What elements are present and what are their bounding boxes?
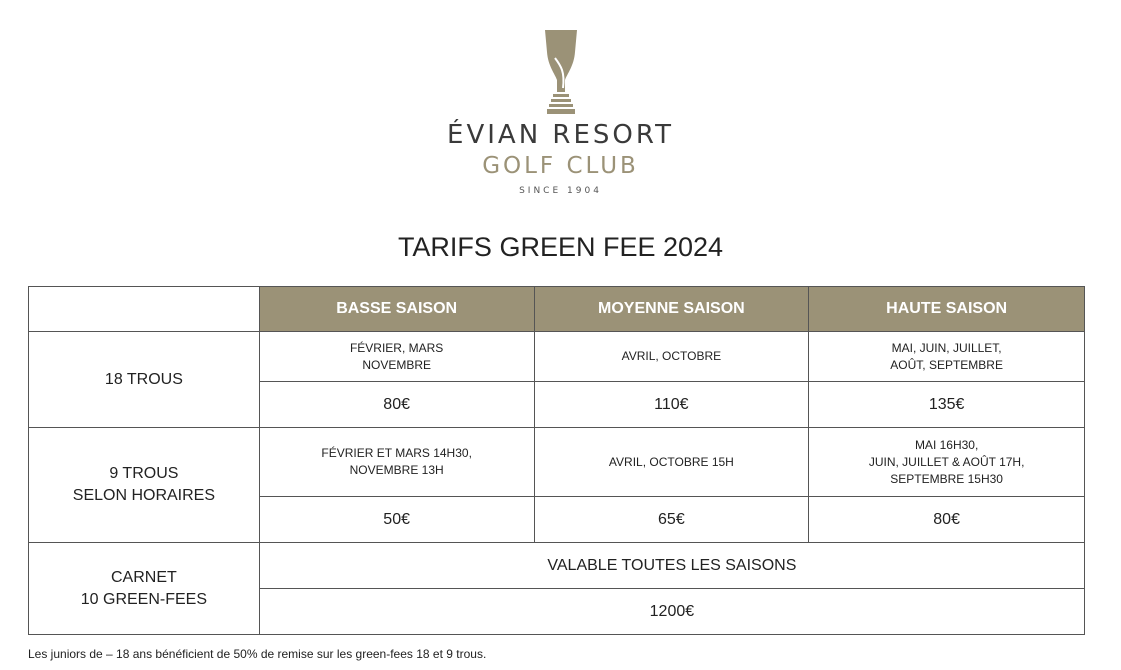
header-moyenne-saison: MOYENNE SAISON (534, 287, 809, 332)
period-line: FÉVRIER, MARS (349, 340, 444, 355)
logo (0, 30, 1121, 116)
period-line: FÉVRIER ET MARS 14H30, (321, 446, 472, 460)
period-cell (534, 332, 809, 382)
trophy-icon (541, 30, 581, 116)
period-cell (809, 428, 1085, 497)
header-haute-saison: HAUTE SAISON (809, 287, 1085, 332)
carnet-price: 1200€ (259, 589, 1084, 635)
green-fee-table (28, 286, 1085, 635)
row-label-carnet (29, 543, 260, 635)
page-title: TARIFS GREEN FEE 2024 (397, 232, 724, 262)
period-line: SEPTEMBRE 15H30 (890, 471, 1003, 486)
price-cell: 65€ (534, 497, 809, 543)
row-label-18-trous: 18 TROUS (29, 332, 260, 428)
footnote: Les juniors de – 18 ans bénéficient de 50% de remise sur les green-fees 18 et 9 trous. (28, 647, 487, 661)
row-label-line: 9 TROUS (109, 465, 179, 482)
period-cell (259, 428, 534, 497)
row-label-line: CARNET (111, 568, 177, 586)
period-line: AOÛT, SEPTEMBRE (890, 357, 1003, 372)
table-row (29, 543, 1085, 589)
period-line: AVRIL, OCTOBRE 15H (608, 454, 734, 469)
row-label-9-trous (29, 428, 260, 543)
carnet-validity: VALABLE TOUTES LES SAISONS (259, 543, 1084, 589)
table-row (29, 428, 1085, 497)
price-cell: 50€ (259, 497, 534, 543)
period-line: MAI 16H30, (914, 437, 979, 452)
price-cell: 110€ (534, 382, 809, 428)
brand-name: ÉVIAN RESORT (447, 120, 674, 150)
period-cell (534, 428, 809, 497)
header-row (29, 287, 1085, 332)
period-line: NOVEMBRE 13H (349, 463, 444, 477)
period-line: JUIN, JUILLET & AOÛT 17H, (868, 454, 1025, 469)
header-basse-saison: BASSE SAISON (259, 287, 534, 332)
table-row (29, 332, 1085, 382)
period-line: MAI, JUIN, JUILLET, (891, 340, 1002, 355)
period-line: AVRIL, OCTOBRE (621, 349, 722, 363)
period-cell (259, 332, 534, 382)
period-line: NOVEMBRE (362, 357, 431, 372)
price-cell: 135€ (809, 382, 1085, 428)
price-cell: 80€ (259, 382, 534, 428)
header-empty-cell (29, 287, 260, 332)
price-cell: 80€ (809, 497, 1085, 543)
period-cell (809, 332, 1085, 382)
brand-since: SINCE 1904 (519, 186, 602, 196)
row-label-line: 10 GREEN-FEES (80, 590, 208, 608)
brand-subtitle: GOLF CLUB (482, 153, 639, 179)
row-label-line: SELON HORAIRES (72, 487, 216, 504)
